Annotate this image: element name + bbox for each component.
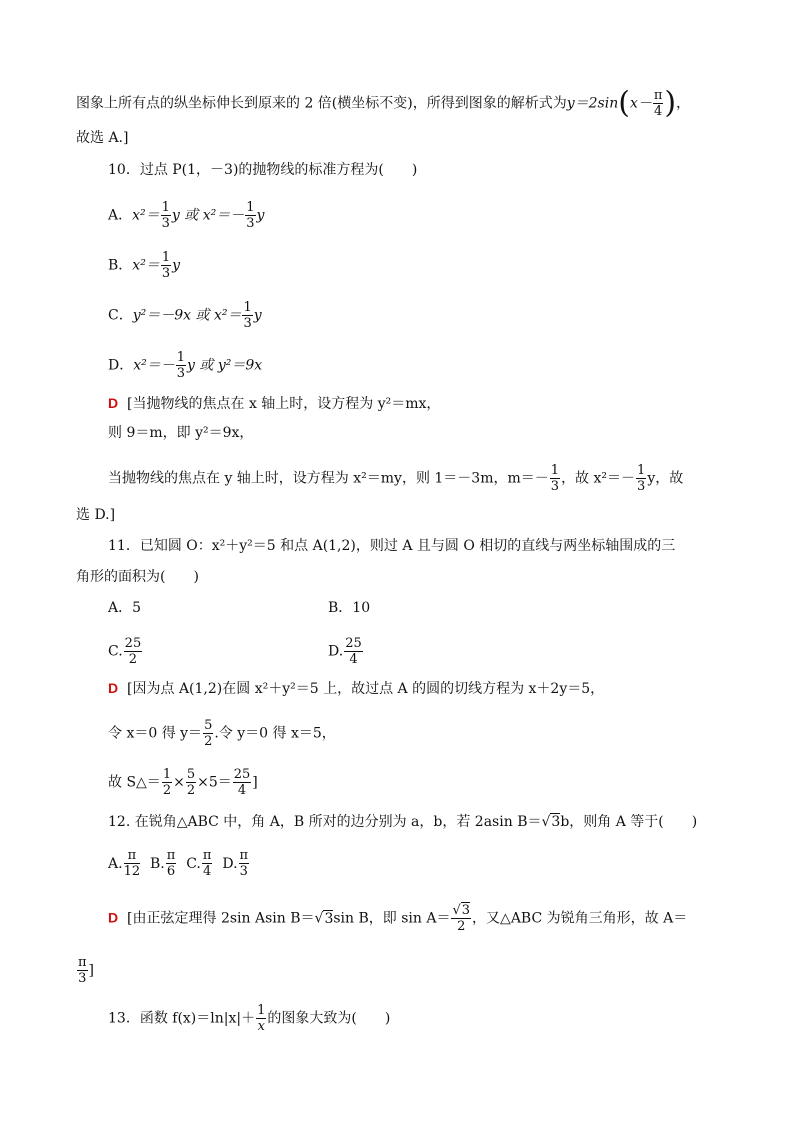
q12-stem: 12. 在锐角△ABC 中，角 A，B 所对的边分别为 a，b，若 2asin B＝√3b，则角 A 等于( ) <box>108 814 698 830</box>
q11-stem-line1: 11．已知圆 O：x²＋y²＝5 和点 A(1,2)，则过 A 且与圆 O 相切的直线与两坐标轴围成的三 <box>108 538 676 554</box>
q12-solution-line1: D [由正弦定理得 2sin Asin B＝√3sin B，即 sin A＝ $\frac{√3}{2}$ ，又△ABC 为锐角三角形，故 A＝ <box>108 903 688 934</box>
prev-solution-line1: 图象上所有点的纵坐标伸长到原来的 2 倍(横坐标不变)，所得到图象的解析式为y＝2sin(x－ $\frac{\pi}{4}$ )， <box>76 85 691 121</box>
q10-stem: 10．过点 P(1，－3)的抛物线的标准方程为( ) <box>108 162 418 178</box>
q10-option-a: A．x²＝ $\frac{1}{3}$ y 或 x²＝－ $\frac{1}{3}$ y <box>108 200 265 231</box>
prev-solution-line2: 故选 A.] <box>76 130 129 146</box>
q10-option-d: D．x²＝－ $\frac{1}{3}$ y 或 y²＝9x <box>108 350 263 381</box>
q11-option-d: D. $\frac{25}{4}$ <box>328 636 362 667</box>
q10-solution-line4: 选 D.] <box>76 507 116 523</box>
q12-options <box>108 848 250 879</box>
q10-option-b: B．x²＝ $\frac{1}{3}$ y <box>108 250 181 281</box>
q11-stem-line2: 角形的面积为( ) <box>76 569 199 585</box>
q12-option-b: B. $\frac{\pi}{6}$ <box>150 848 176 879</box>
q11-option-a: A．5 <box>108 600 142 616</box>
q11-answer: D <box>108 680 119 696</box>
q11-option-b: B．10 <box>328 600 371 616</box>
q10-solution-line2: 则 9＝m，即 y²＝9x， <box>108 425 254 441</box>
q12-option-c: C. $\frac{\pi}{4}$ <box>186 848 212 879</box>
q12-answer: D <box>108 909 119 926</box>
q12-option-a: A. $\frac{\pi}{12}$ <box>108 848 141 879</box>
q10-solution-line1: D [当抛物线的焦点在 x 轴上时，设方程为 y²＝mx， <box>108 395 441 412</box>
q11-solution-line1: D [因为点 A(1,2)在圆 x²＋y²＝5 上，故过点 A 的圆的切线方程为 x＋2y＝5， <box>108 680 605 697</box>
q10-answer: D <box>108 395 119 411</box>
q13-stem: 13．函数 f(x)＝ln|x|＋ $\frac{1}{x}$ 的图象大致为( ) <box>108 1003 391 1034</box>
q10-option-c: C．y²＝－9x 或 x²＝ $\frac{1}{3}$ y <box>108 300 262 331</box>
q11-solution-line2: 令 x＝0 得 y＝ $\frac{5}{2}$ .令 y＝0 得 x＝5， <box>108 718 336 749</box>
q12-solution-line2: $\frac{\pi}{3}$ ] <box>78 955 95 986</box>
q12-option-d: D. $\frac{\pi}{3}$ <box>222 848 249 879</box>
q11-solution-line3: 故 S△＝ $\frac{1}{2}$ × $\frac{5}{2}$ ×5＝ $\frac{25}{4}$ ] <box>108 767 258 798</box>
q11-option-c: C. $\frac{25}{2}$ <box>108 636 142 667</box>
q10-solution-line3: 当抛物线的焦点在 y 轴上时，设方程为 x²＝my，则 1＝－3m，m＝－ $\frac{1}{3}$ ，故 x²＝－ $\frac{1}{3}$ y，故 <box>108 463 684 494</box>
